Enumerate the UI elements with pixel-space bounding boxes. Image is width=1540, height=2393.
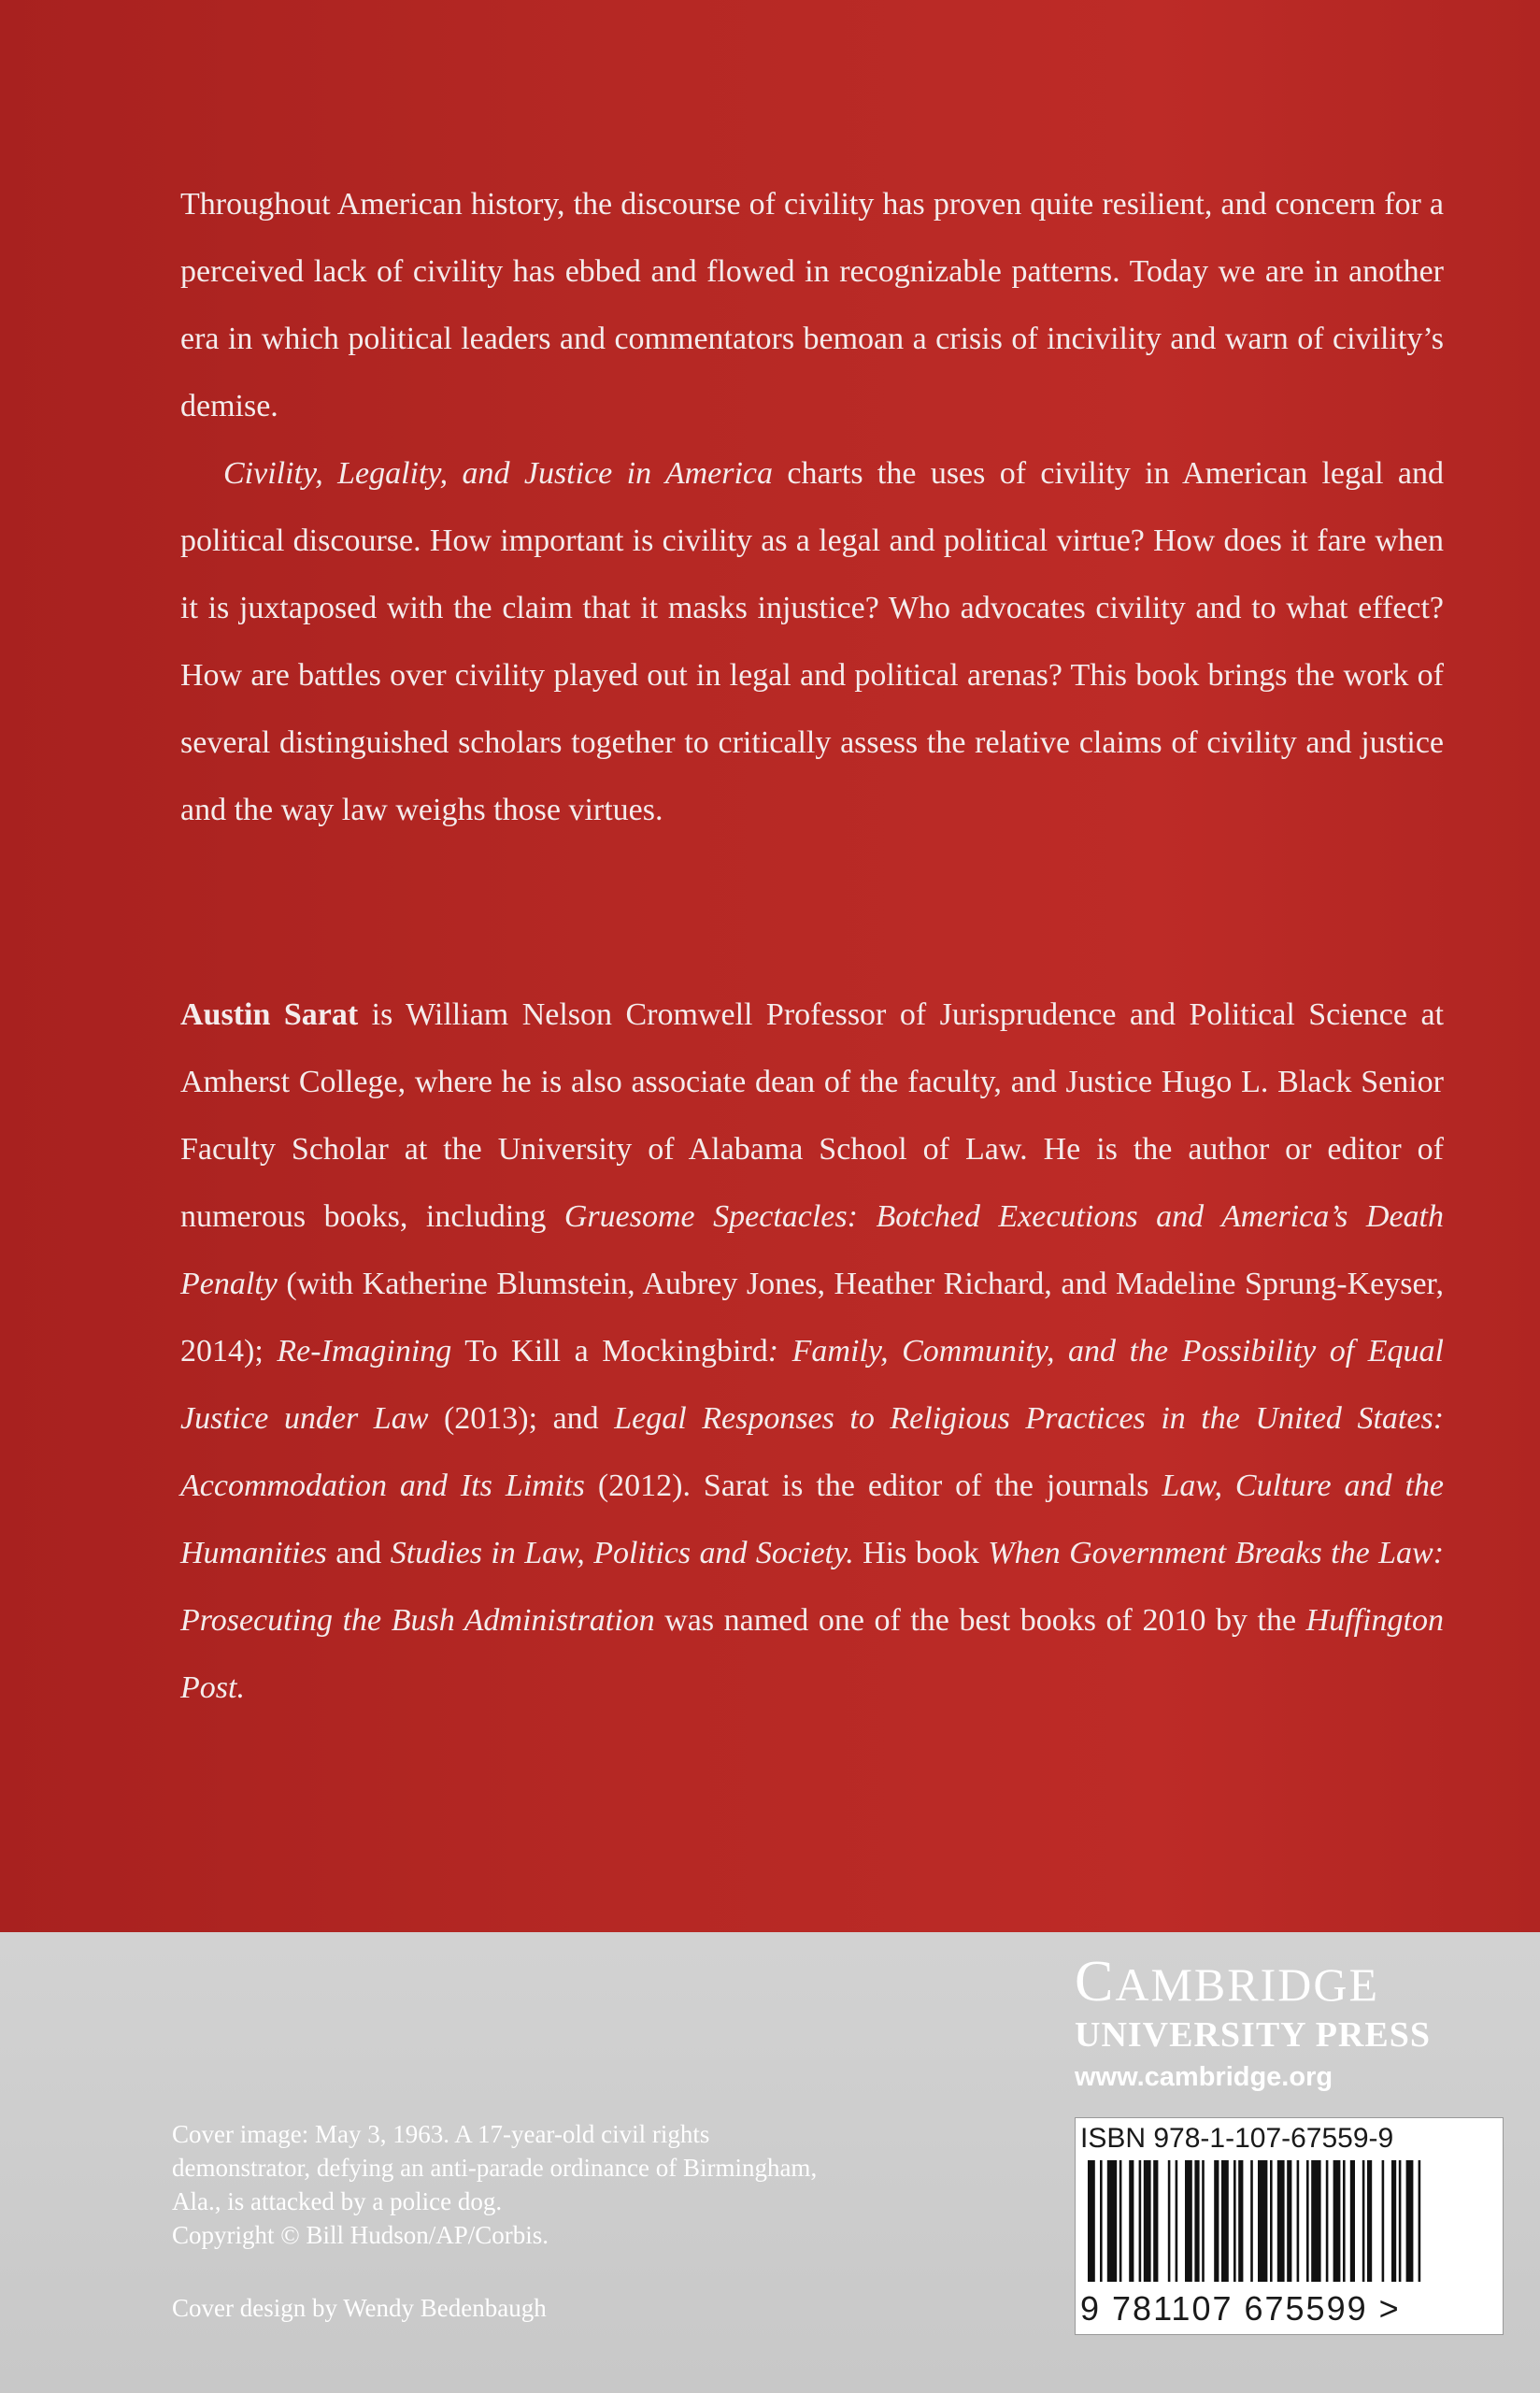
barcode-bar	[1311, 2160, 1320, 2282]
barcode-bar	[1333, 2160, 1341, 2282]
book-ref: Gruesome Spectacles: Botched Executions and America’s Death Penalty	[180, 1199, 1444, 1301]
journal-ref: Huffington Post.	[180, 1603, 1444, 1705]
author-bio-paragraph: Austin Sarat is William Nelson Cromwell Professor of Jurisprudence and Political Science at Amherst College, where he is also associate dean of the faculty, and Justice Hugo L. Black Senior Faculty Scholar at the University of Alabama School of Law. He is the author or editor of numerous books, including Gruesome Spectacles: Botched Executions and America’s Death Penalty (with Katherine Blumstein, Aubrey Jones, Heather Richard, and Madeline Sprung-Keyser, 2014); Re-Imagining To Kill a Mockingbird: Family, Community, and the Possibility of Equal Justice under Law (2013); and Legal Responses to Religious Practices in the United States: Accommodation and Its Limits (2012). Sarat is the editor of the journals Law, Culture and the Humanities and Studies in Law, Politics and Society. His book When Government Breaks the Law: Prosecuting the Bush Administration was named one of the best books of 2010 by the Huffington Post.	[180, 997, 1445, 1705]
barcode-bar	[1343, 2160, 1346, 2282]
barcode-bar	[1350, 2160, 1355, 2282]
barcode-bar	[1168, 2160, 1171, 2282]
publisher-name: CAMBRIDGE	[1075, 1950, 1380, 2013]
isbn-label: ISBN 978-1-107-67559-9	[1080, 2123, 1394, 2154]
barcode-bar	[1399, 2160, 1402, 2282]
barcode-bar	[1202, 2160, 1205, 2282]
barcode-bar	[1221, 2160, 1229, 2282]
barcode-bar	[1362, 2160, 1365, 2282]
barcode-bar	[1185, 2160, 1192, 2282]
book-ref: Legal Responses to Religious Practices in the United States: Accommodation and Its Limits	[180, 1401, 1445, 1503]
copyright-line: Copyright © Bill Hudson/AP/Corbis.	[172, 2221, 549, 2249]
journal-ref: Law, Culture and the Humanities	[180, 1469, 1445, 1570]
barcode-bar	[1287, 2160, 1291, 2282]
barcode-icon	[1088, 2160, 1462, 2291]
barcode-bar	[1367, 2160, 1372, 2282]
author-bio	[180, 982, 1444, 1722]
barcode-bar	[1119, 2160, 1122, 2282]
book-ref: Re-Imagining	[277, 1334, 452, 1368]
description-paragraph-2: Civility, Legality, and Justice in America charts the uses of civility in American legal and political discourse. How important is civility as a legal and political virtue? How does it fare when it is juxtaposed with the claim that it masks injustice? Who advocates civility and to what effect? How are battles over civility played out in legal and political arenas? This book brings the work of several distinguished scholars together to critically assess the relative claims of civility and justice and the way law weighs those virtues.	[180, 456, 1444, 827]
barcode-bar	[1391, 2160, 1396, 2282]
barcode-bar	[1088, 2160, 1095, 2282]
barcode-bar	[1382, 2160, 1385, 2282]
barcode-bar	[1144, 2160, 1151, 2282]
book-ref: : Family, Community, and the Possibility of Equal Justice under Law	[180, 1334, 1444, 1436]
barcode-bar	[1100, 2160, 1103, 2282]
barcode-bar	[1270, 2160, 1273, 2282]
barcode-bar	[1139, 2160, 1142, 2282]
description-paragraph-1: Throughout American history, the discourse of civility has proven quite resilient, and concern for a perceived lack of civility has ebbed and flowed in recognizable patterns. Today we are in another era in which political leaders and commentators bemoan a crisis of incivility and warn of civility’s demise.	[180, 187, 1444, 423]
barcode-bar	[1238, 2160, 1243, 2282]
barcode-bar	[1297, 2160, 1300, 2282]
publisher-subtitle: UNIVERSITY PRESS	[1075, 2015, 1431, 2055]
barcode-bar	[1250, 2160, 1253, 2282]
barcode-bar	[1176, 2160, 1178, 2282]
barcode-bar	[1153, 2160, 1158, 2282]
book-ref: When Government Breaks the Law: Prosecuting the Bush Administration	[180, 1536, 1445, 1638]
barcode-bars	[1088, 2160, 1462, 2291]
barcode-bar	[1277, 2160, 1285, 2282]
barcode-bar	[1258, 2160, 1267, 2282]
barcode-bar	[1233, 2160, 1236, 2282]
barcode-bar	[1129, 2160, 1134, 2282]
publisher-logo	[1075, 1949, 1504, 2098]
barcode-bar	[1306, 2160, 1309, 2282]
book-description	[180, 171, 1444, 844]
barcode-bar	[1406, 2160, 1414, 2282]
author-name: Austin Sarat	[180, 997, 359, 1032]
book-title: Civility, Legality, and Justice in America	[223, 456, 774, 491]
barcode-bar	[1194, 2160, 1199, 2282]
journal-ref: Studies in Law, Politics and Society.	[390, 1536, 854, 1570]
barcode-bar	[1214, 2160, 1219, 2282]
barcode-bar	[1107, 2160, 1117, 2282]
cover-design-credit: Cover design by Wendy Bedenbaugh	[172, 2294, 547, 2322]
barcode-bar	[1419, 2160, 1421, 2282]
barcode-bar	[1326, 2160, 1329, 2282]
cover-image-credit: Cover image: May 3, 1963. A 17-year-old civil rights demonstrator, defying an anti-parade ordinance of Birmingham, Ala., is attacked by a police dog. Copyright © Bill Hudson/AP/Corbis.	[172, 2117, 845, 2252]
barcode-digits: 9 781107 675599 >	[1080, 2289, 1401, 2328]
publisher-url: www.cambridge.org	[1075, 2062, 1333, 2092]
